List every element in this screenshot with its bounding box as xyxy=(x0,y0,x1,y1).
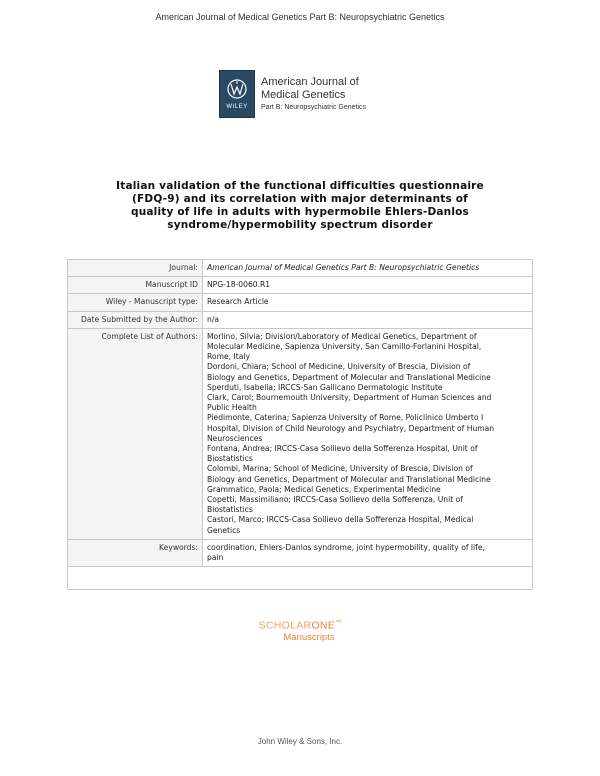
wiley-logo-icon xyxy=(226,78,248,102)
table-row xyxy=(68,328,533,539)
table-row xyxy=(68,539,533,566)
author-line: Clark, Carol; Bournemouth University, Department of Human Sciences and xyxy=(207,393,492,403)
table-row xyxy=(68,567,533,590)
title-line: quality of life in adults with hypermobile Ehlers-Danlos xyxy=(130,206,470,218)
logo-text xyxy=(261,76,366,111)
scholarone-wordmark xyxy=(0,617,600,632)
authors-value xyxy=(203,328,533,539)
table-row xyxy=(68,277,533,294)
title-line: syndrome/hypermobility spectrum disorder xyxy=(167,219,433,231)
author-line: Rome, Italy xyxy=(207,352,250,362)
author-line: Morlino, Silvia; Division/Laboratory of Medical Genetics, Department of xyxy=(207,331,477,341)
title-line: (FDQ-9) and its correlation with major determinants of xyxy=(132,193,468,205)
scholarone-manuscripts: Manuscripts xyxy=(283,631,335,643)
table-row xyxy=(68,260,533,277)
scholarone-logo xyxy=(0,617,600,644)
author-line: Grammatico, Paola; Medical Genetics, Experimental Medicine xyxy=(207,484,441,494)
logo-publisher: WILEY xyxy=(226,104,248,110)
journal-label: Journal: xyxy=(68,260,203,277)
author-line: Biostatistics xyxy=(207,505,253,515)
date-submitted-value: n/a xyxy=(203,311,533,328)
author-line: Genetics xyxy=(207,525,241,535)
publisher-footer: John Wiley & Sons, Inc. xyxy=(257,737,343,746)
keyword-line: coordination, Ehlers-Danlos syndrome, joint hypermobility, quality of life, xyxy=(207,542,485,552)
author-line: Piedimonte, Caterina; Sapienza University of Rome, Policlinico Umberto I xyxy=(207,413,484,423)
author-line: Biology and Genetics, Department of Molecular and Translational Medicine xyxy=(207,372,491,382)
title-line: Italian validation of the functional difficulties questionnaire xyxy=(116,180,484,192)
author-line: Public Health xyxy=(207,403,257,413)
author-line: Colombi, Marina; School of Medicine, University of Brescia, Division of xyxy=(207,464,473,474)
manuscript-details-table xyxy=(67,259,533,590)
journal-logo xyxy=(219,70,366,118)
wiley-logo-box xyxy=(219,70,255,118)
running-head: American Journal of Medical Genetics Part B: Neuropsychiatric Genetics xyxy=(155,12,445,22)
manuscript-type-label: Wiley - Manuscript type: xyxy=(68,294,203,311)
scholarone-part2: ONE xyxy=(311,619,336,632)
keyword-line: pain xyxy=(207,553,224,563)
logo-line1: American Journal of xyxy=(261,76,359,89)
keywords-label: Keywords: xyxy=(68,539,203,566)
manuscript-type-value: Research Article xyxy=(203,294,533,311)
date-submitted-label: Date Submitted by the Author: xyxy=(68,311,203,328)
logo-line3: Part B: Neuropsychiatric Genetics xyxy=(261,103,367,111)
author-line: Dordoni, Chiara; School of Medicine, University of Brescia, Division of xyxy=(207,362,471,372)
author-line: Molecular Medicine, Sapienza University, San Camillo-Forlanini Hospital, xyxy=(207,342,482,352)
authors-label: Complete List of Authors: xyxy=(68,328,203,539)
journal-value: American Journal of Medical Genetics Part B: Neuropsychiatric Genetics xyxy=(203,260,533,277)
author-line: Castori, Marco; IRCCS-Casa Sollievo della Sofferenza Hospital, Medical xyxy=(207,515,474,525)
author-line: Hospital, Division of Child Neurology and Psychiatry, Department of Human xyxy=(207,423,495,433)
author-line: Copetti, Massimiliano; IRCCS-Casa Sollievo della Sofferenza, Unit of xyxy=(207,495,463,505)
manuscript-id-label: Manuscript ID xyxy=(68,277,203,294)
scholarone-tm: ™ xyxy=(335,620,342,626)
author-line: Neurosciences xyxy=(207,433,263,443)
author-line: Sperduti, Isabella; IRCCS-San Gallicano Dermatologic Institute xyxy=(207,382,443,392)
manuscript-id-value: NPG-18-0060.R1 xyxy=(203,277,533,294)
author-line: Biology and Genetics, Department of Molecular and Translational Medicine xyxy=(207,474,491,484)
logo-line2: Medical Genetics xyxy=(261,88,346,101)
empty-cell xyxy=(68,567,533,590)
scholarone-part1: SCHOLAR xyxy=(258,619,312,632)
paper-title xyxy=(100,180,500,232)
table-row xyxy=(68,294,533,311)
author-line: Fontana, Andrea; IRCCS-Casa Sollievo della Sofferenza Hospital, Unit of xyxy=(207,444,478,454)
keywords-value xyxy=(203,539,533,566)
table-row xyxy=(68,311,533,328)
author-line: Biostatistics xyxy=(207,454,253,464)
